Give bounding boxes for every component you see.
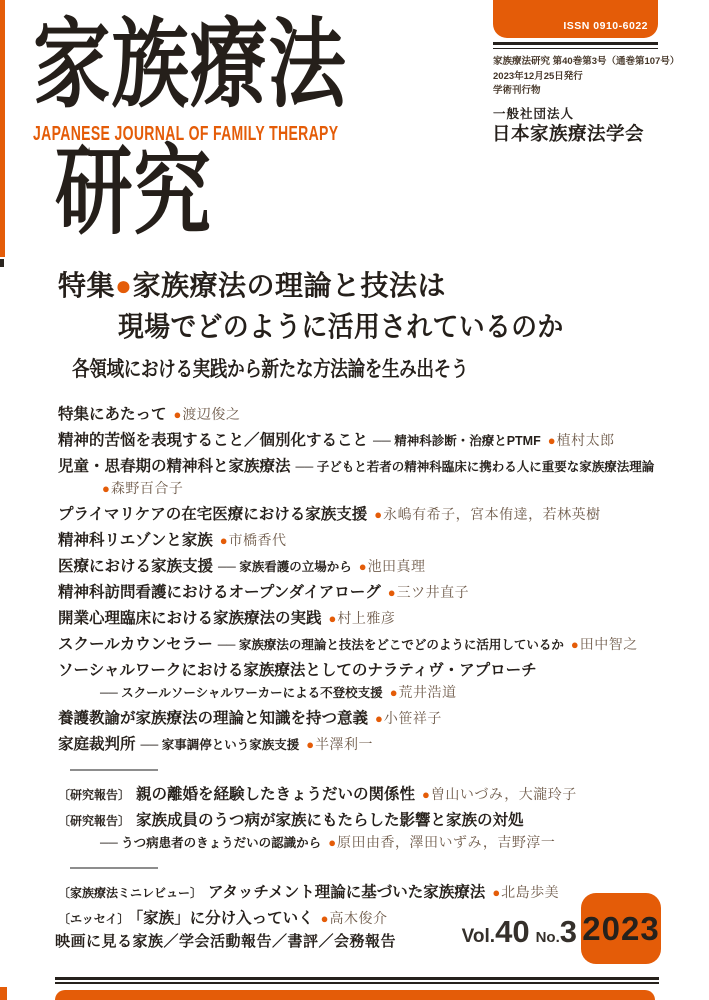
article-author: 半澤利一 [315,737,374,753]
bullet-icon: ● [219,533,228,548]
bullet-icon: ● [492,885,501,900]
toc-line [58,832,662,854]
article-title: 家庭裁判所 [58,736,136,753]
article-author: 北島歩美 [501,885,560,901]
toc-line [58,530,662,552]
article-author: 田中智之 [579,637,638,653]
article-author: 荒井浩道 [398,685,457,701]
toc-line [58,478,662,500]
issue-info-line: 2023年12月25日発行 [493,70,583,82]
journal-title-jp: 家族療法 [33,10,347,119]
feature-title-text: 家族療法の理論と技法は [132,270,446,301]
article-title: 児童・思春期の精神科と家族療法 [58,458,291,475]
article-sub: ── 家族療法の理論と技法をどこでどのように活用しているか [217,638,564,652]
toc-line [58,784,662,806]
bullet-icon: ● [358,559,367,574]
feature-title-line1 [58,272,603,300]
bullet-icon: ● [328,611,337,626]
article-title: スクールカウンセラー [58,636,213,653]
article-title: 親の離婚を経験したきょうだいの関係性 [136,786,416,803]
article-title: 医療における家族支援 [58,558,214,575]
toc-item [58,734,662,756]
bullet-icon: ● [389,685,398,700]
bullet-icon: ● [102,481,110,496]
article-author: 森野百合子 [110,481,184,497]
issue-info [493,55,679,99]
left-bleed-strip [0,0,5,257]
toc-item [58,456,662,500]
departments-line: 映画に見る家族／学会活動報告／書評／会務報告 [55,933,397,950]
article-title: 精神科リエゾンと家族 [58,532,213,549]
bullet-icon: ● [375,711,383,726]
toc-item [58,404,662,426]
toc-line [58,456,662,478]
vol-label: Vol. [461,926,496,947]
journal-title-en: JAPANESE JOURNAL OF FAMILY THERAPY [33,123,339,145]
bullet-icon: ● [374,507,383,522]
article-sub: ── 家事調停という家族支援 [140,738,300,752]
volume-number [450,916,577,947]
toc-item [58,582,662,604]
toc-line [58,708,662,730]
issn-number: ISSN 0910-6022 [563,20,648,32]
toc-line [58,882,662,904]
feature-heading [58,272,603,380]
article-author: 植村太郎 [556,433,615,449]
bullet-icon: ● [387,585,396,600]
article-label: 〔エッセイ〕 [58,912,130,926]
toc-item [58,810,662,854]
issue-info-line: 学術刊行物 [493,85,541,97]
article-title: 家族成員のうつ病が家族にもたらした影響と家族の対処 [136,812,524,829]
article-sub: ── スクールソーシャルワーカーによる不登校支援 [100,686,383,700]
toc-line [58,404,662,426]
no-num: 3 [559,914,577,949]
article-sub: ── 子どもと若者の精神科臨床に携わる人に重要な家族療法理論 [295,460,655,474]
article-title: 「家族」に分け入っていく [135,910,314,927]
toc-line [58,582,662,604]
toc-item [58,660,662,704]
article-title: 精神的苦悩を表現すること／個別化すること [58,432,369,449]
article-title: 特集にあたって [58,406,167,423]
toc-line [58,682,662,704]
article-author: 市橋香代 [228,533,287,549]
article-author: 高木俊介 [329,911,388,927]
toc-line [58,608,662,630]
toc-item [58,430,662,452]
toc-line [58,430,662,452]
publisher-name: 日本家族療法学会 [492,123,645,144]
article-title: プライマリケアの在宅医療における家族支援 [58,506,368,523]
article-author: 渡辺俊之 [182,407,241,423]
toc [58,404,662,934]
issue-info-line: 家族療法研究 第40巻第3号（通巻第107号） [493,56,680,67]
year: 2023 [582,909,660,947]
toc-line [58,504,662,526]
toc-item [58,882,662,904]
registration-tick [0,259,4,267]
article-sub: ── うつ病患者のきょうだいの認識から [100,836,322,850]
section-divider [70,769,158,771]
bullet-icon: ● [173,407,182,422]
toc-line [58,556,662,578]
article-author: 村上雅彦 [337,611,396,627]
feature-title-line2: 現場でどのように活用されているのか [118,311,564,342]
year-tab [581,893,661,964]
bottom-left-bleed [0,987,7,1000]
article-sub: ── 家族看護の立場から [218,560,352,574]
article-author: 曽山いづみ，大瀧玲子 [430,787,577,803]
bullet-icon: ● [115,270,133,301]
article-author: 池田真理 [367,559,426,575]
article-title: 開業心理臨床における家族療法の実践 [58,610,322,627]
article-label: 〔研究報告〕 [58,788,131,802]
article-author: 原田由香，澤田いずみ，吉野淳一 [337,835,556,851]
toc-line [58,810,662,832]
header-double-rule [493,42,658,49]
bullet-icon: ● [328,835,337,850]
vol-num: 40 [495,914,530,949]
publisher-type: 一般社団法人 [493,107,575,121]
article-label: 〔家族療法ミニレビュー〕 [58,886,203,900]
bullet-icon: ● [422,787,430,802]
toc-line [58,734,662,756]
article-author: 小笹祥子 [383,711,442,727]
toc-item [58,708,662,730]
journal-title-jp-2: 研究 [55,137,212,246]
issn-tab [493,0,658,38]
toc-item [58,530,662,552]
bullet-icon: ● [306,737,315,752]
toc-item [58,556,662,578]
toc-item [58,634,662,656]
footer-double-rule [55,977,659,984]
article-title: ソーシャルワークにおける家族療法としてのナラティヴ・アプローチ [58,662,537,679]
feature-subtitle: 各領域における実践から新たな方法論を生み出そう [72,358,469,381]
bullet-icon: ● [320,911,329,926]
article-title: 精神科訪問看護におけるオープンダイアローグ [58,584,381,601]
article-author: 三ツ井直子 [396,585,470,601]
toc-item [58,504,662,526]
toc-line [58,660,662,682]
bullet-icon: ● [570,637,579,652]
toc-line [58,634,662,656]
feature-label: 特集 [58,270,116,301]
toc-item [58,784,662,806]
article-label: 〔研究報告〕 [58,814,131,828]
article-sub: ── 精神科診断・治療とPTMF [373,434,541,448]
article-author: 永嶋有希子，宮本侑達，若林英樹 [383,507,601,523]
section-divider [70,867,158,869]
toc-item [58,608,662,630]
article-title: 養護教諭が家族療法の理論と知識を持つ意義 [58,710,369,727]
bottom-bleed-bar [55,990,655,1000]
bullet-icon: ● [547,433,556,448]
article-title: アタッチメント理論に基づいた家族療法 [208,884,486,901]
no-label: No. [535,929,560,946]
